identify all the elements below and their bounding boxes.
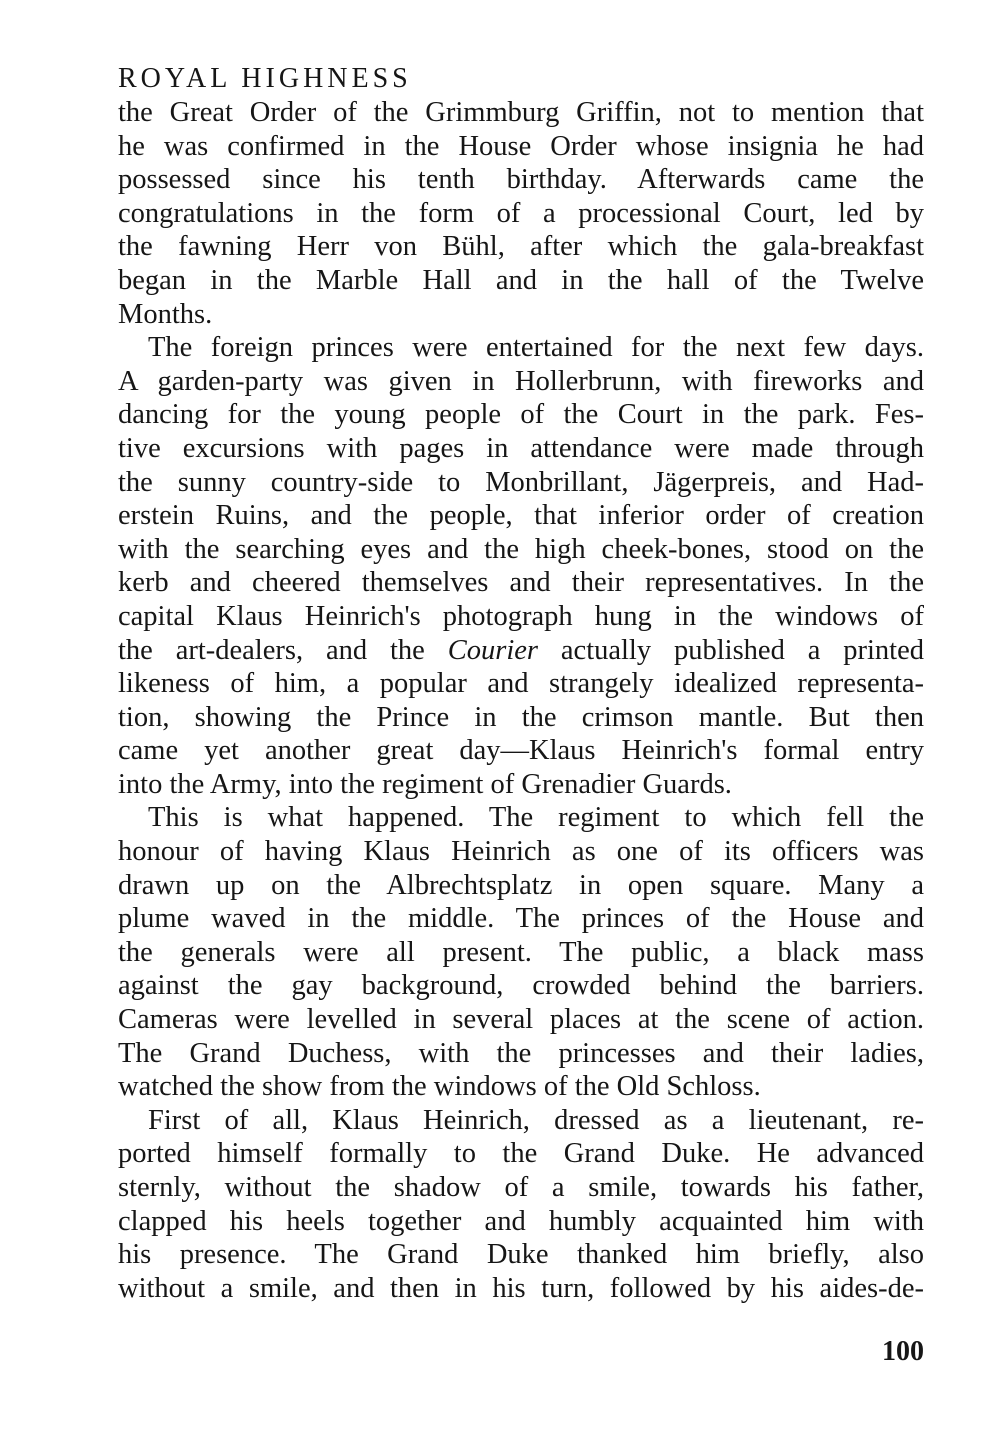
text-line: sternly, without the shadow of a smile, towards his father, xyxy=(118,1172,924,1203)
text-line: the Great Order of the Grimmburg Griffin, not to mention that xyxy=(118,97,924,128)
text-line: clapped his heels together and humbly acquainted him with xyxy=(118,1205,924,1237)
paragraph-2 xyxy=(118,331,924,801)
text-line: tion, showing the Prince in the crimson mantle. But then xyxy=(118,701,924,733)
text-line: First of all, Klaus Heinrich, dressed as a lieutenant, re- xyxy=(148,1104,924,1136)
text-line: tive excursions with pages in attendance were made through xyxy=(118,432,924,464)
text-line: honour of having Klaus Heinrich as one of its officers was xyxy=(118,836,924,868)
text-line: A garden-party was given in Hollerbrunn, with fireworks and xyxy=(118,365,924,397)
text-line-with-italic: the art-dealers, and the Courier actually published a printed xyxy=(118,634,924,666)
italic-title: Courier xyxy=(447,634,538,666)
text-line: The foreign princes were entertained for the next few days. xyxy=(148,332,924,364)
paragraph-3 xyxy=(118,801,924,1103)
running-head: ROYAL HIGHNESS xyxy=(118,63,412,94)
text-line: erstein Ruins, and the people, that inferior order of creation xyxy=(118,500,924,532)
book-page xyxy=(118,62,924,1382)
text-line: Cameras were levelled in several places at the scene of action. xyxy=(118,1004,924,1036)
text-line: kerb and cheered themselves and their representatives. In the xyxy=(118,567,924,599)
text-line: congratulations in the form of a processional Court, led by xyxy=(118,197,924,229)
text-line: against the gay background, crowded behind the barriers. xyxy=(118,970,924,1002)
text-line: capital Klaus Heinrich's photograph hung in the windows of xyxy=(118,600,924,632)
text-line: This is what happened. The regiment to which fell the xyxy=(148,802,924,834)
text-line: the generals were all present. The public, a black mass xyxy=(118,936,924,968)
text-line: The Grand Duchess, with the princesses and their ladies, xyxy=(118,1037,924,1069)
text-line: the sunny country-side to Monbrillant, Jägerpreis, and Had- xyxy=(118,466,924,498)
text-line: began in the Marble Hall and in the hall of the Twelve xyxy=(118,264,924,296)
text-line: plume waved in the middle. The princes of the House and xyxy=(118,903,924,935)
text-line: likeness of him, a popular and strangely idealized representa- xyxy=(118,668,924,700)
text-line: ported himself formally to the Grand Duke. He advanced xyxy=(118,1138,924,1170)
text-line: without a smile, and then in his turn, followed by his aides-de- xyxy=(118,1272,924,1304)
paragraph-1 xyxy=(118,96,924,331)
text-line: the fawning Herr von Bühl, after which the gala-breakfast xyxy=(118,231,924,263)
body-text xyxy=(118,96,924,1305)
text-line: Months. xyxy=(118,298,213,330)
text-line: with the searching eyes and the high cheek-bones, stood on the xyxy=(118,533,924,565)
text-line: possessed since his tenth birthday. Afterwards came the xyxy=(118,164,924,196)
text-line: into the Army, into the regiment of Grenadier Guards. xyxy=(118,768,732,800)
text-line: drawn up on the Albrechtsplatz in open square. Many a xyxy=(118,869,924,901)
text-line: dancing for the young people of the Court in the park. Fes- xyxy=(118,399,924,431)
page-number: 100 xyxy=(882,1336,924,1367)
text-line: watched the show from the windows of the Old Schloss. xyxy=(118,1071,761,1103)
text-line: his presence. The Grand Duke thanked him briefly, also xyxy=(118,1239,924,1271)
text-line: he was confirmed in the House Order whose insignia he had xyxy=(118,130,924,162)
paragraph-4 xyxy=(118,1104,924,1306)
text-line: came yet another great day—Klaus Heinrich's formal entry xyxy=(118,735,924,767)
